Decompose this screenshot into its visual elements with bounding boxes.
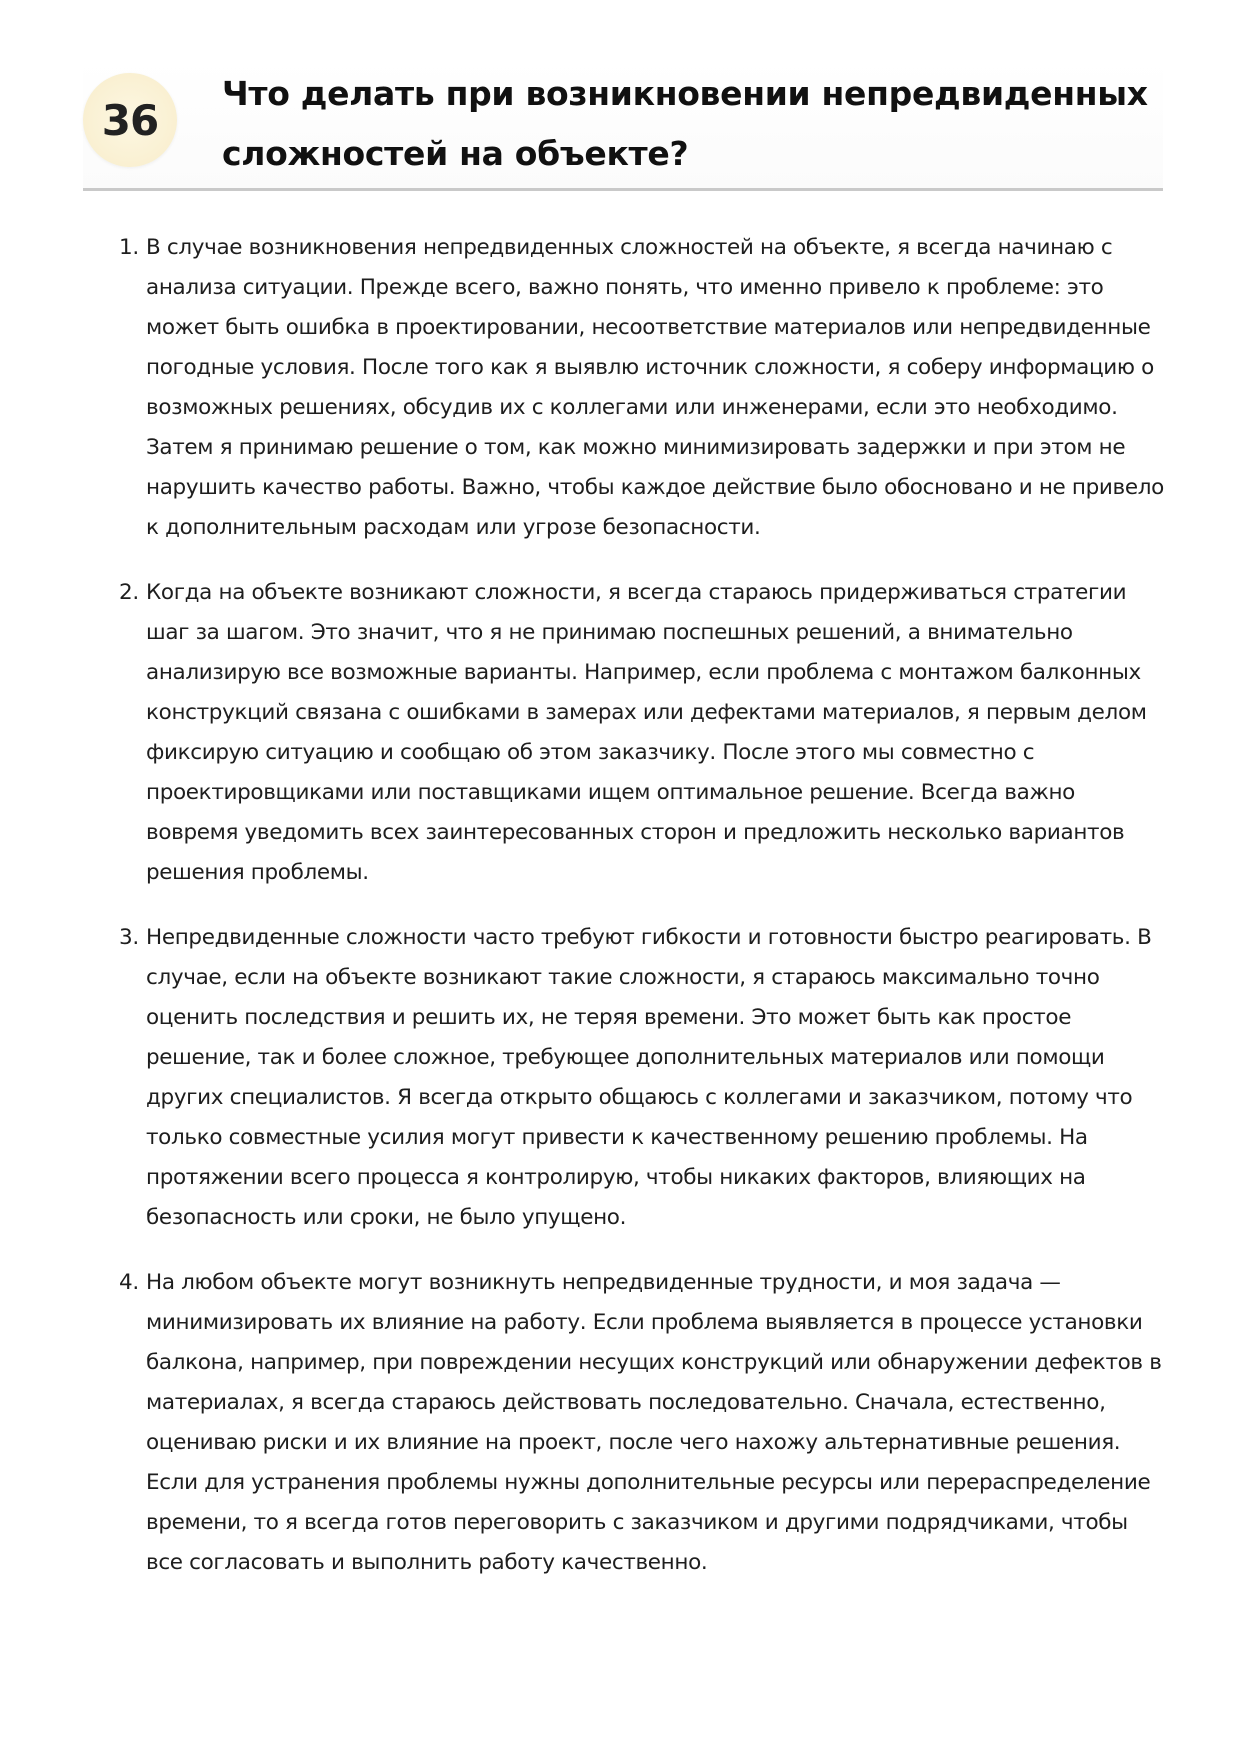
answer-item-2: [115, 573, 1170, 893]
answer-text: В случае возникновения непредвиденных сложностей на объекте, я всегда начинаю с анализа ситуации. Прежде всего, важно понять, что именно привело к проблеме: это может быть ошибка в проектировании, несоответствие материалов или непредвиденные погодные условия. После того как я выявлю источник сложности, я соберу информацию о возможных решениях, обсудив их с коллегами или инженерами, если это необходимо. Затем я принимаю решение о том, как можно минимизировать задержки и при этом не нарушить качество работы. Важно, чтобы каждое действие было обосновано и не привело к дополнительным расходам или угрозе безопасности.: [146, 235, 1164, 540]
answer-text: На любом объекте могут возникнуть непредвиденные трудности, и моя задача — минимизировать их влияние на работу. Если проблема выявляется в процессе установки балкона, например, при повреждении несущих конструкций или обнаружении дефектов в материалах, я всегда стараюсь действовать последовательно. Сначала, естественно, оцениваю риски и их влияние на проект, после чего нахожу альтернативные решения. Если для устранения проблемы нужны дополнительные ресурсы или перераспределение времени, то я всегда готов переговорить с заказчиком и другими подрядчиками, чтобы все согласовать и выполнить работу качественно.: [146, 1270, 1162, 1575]
answer-text: Когда на объекте возникают сложности, я всегда стараюсь придерживаться стратегии шаг за шагом. Это значит, что я не принимаю поспешных решений, а внимательно анализирую все возможные варианты. Например, если проблема с монтажом балконных конструкций связана с ошибками в замерах или дефектами материалов, я первым делом фиксирую ситуацию и сообщаю об этом заказчику. После этого мы совместно с проектировщиками или поставщиками ищем оптимальное решение. Всегда важно вовремя уведомить всех заинтересованных сторон и предложить несколько вариантов решения проблемы.: [146, 580, 1147, 885]
answer-number: 4.: [119, 1270, 139, 1295]
answer-item-1: [115, 228, 1170, 548]
answer-number: 3.: [119, 925, 139, 950]
answer-number: 2.: [119, 580, 139, 605]
question-number: 36: [101, 95, 159, 145]
answer-list: [115, 228, 1170, 1608]
answer-item-3: [115, 918, 1170, 1238]
answer-text: Непредвиденные сложности часто требуют гибкости и готовности быстро реагировать. В случае, если на объекте возникают такие сложности, я стараюсь максимально точно оценить последствия и решить их, не теряя времени. Это может быть как простое решение, так и более сложное, требующее дополнительных материалов или помощи других специалистов. Я всегда открыто общаюсь с коллегами и заказчиком, потому что только совместные усилия могут привести к качественному решению проблемы. На протяжении всего процесса я контролирую, чтобы никаких факторов, влияющих на безопасность или сроки, не было упущено.: [146, 925, 1152, 1230]
answer-item-4: [115, 1263, 1170, 1583]
question-header: [83, 60, 1163, 191]
answer-number: 1.: [119, 235, 139, 260]
question-number-badge: [83, 73, 177, 167]
question-title: Что делать при возникновении непредвиденных сложностей на объекте?: [222, 74, 1148, 173]
